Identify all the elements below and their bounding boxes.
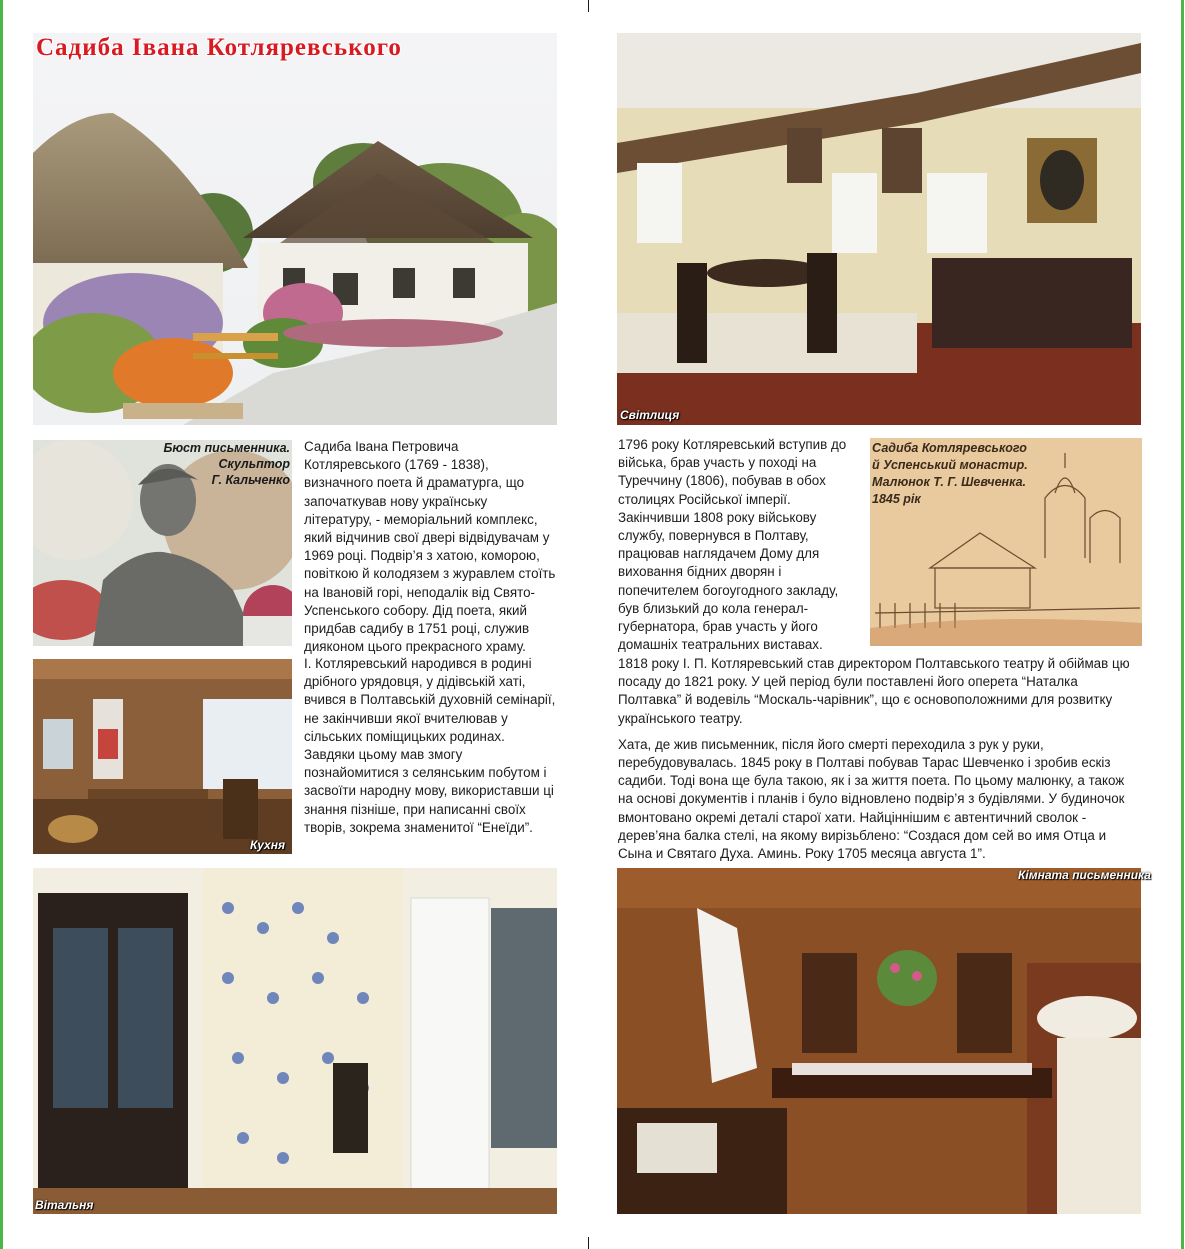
text-army: 1796 року Котляревський вступив до війська, брав участь у поході на Туреччину (1806), побував в обох столицях Російської імперії. Закінчивши 1808 року військову службу, повернувся в Полтаву, працював наглядачем Дому для виховання бідних дворян і попечителем богоугодного закладу, був близький до кола генерал-губернатора, брав участь у його домашніх театральних виставах. bbox=[618, 437, 847, 653]
caption-kitchen: Кухня bbox=[250, 838, 286, 852]
text-house: Хата, де жив письменник, після його смерті переходила з рук у руки, перебудовувалась. 1845 року в Полтаві побував Тарас Шевченко і зробив ескіз садиби. Тоді вона ще була такою, як і за життя поета. По цьому малюнку, а також на основі документів і планів і було відновлено подвір’я з будівлями. У будиночок вмонтовано окремі деталі старої хати. Найціннішим є автентичний сволок - дерев’яна балка стелі, на якому вирізьблено: “Создася дом сей во имя Отца и Сына и Святаго Духа. Аминь. Року 1705 месяца августа 1”. bbox=[618, 736, 1125, 862]
photo-writer-room bbox=[617, 868, 1141, 1214]
crop-mark bbox=[588, 1237, 589, 1249]
text-theatre: 1818 року І. П. Котляревський став директором Полтавського театру й обіймав цю посаду до 1821 року. У цей період були поставлені його оперета “Наталка Полтавка” й водевіль “Москаль-чарівник”, що є основоположними для розвитку українського театру. bbox=[618, 656, 1130, 726]
crop-mark bbox=[588, 0, 589, 12]
caption-vitalnia: Вітальня bbox=[35, 1198, 94, 1212]
right-edge-line bbox=[1181, 0, 1184, 1249]
caption-svitlytsia: Світлиця bbox=[620, 408, 680, 422]
caption-sketch-line: й Успенський монастир. bbox=[872, 458, 1028, 472]
caption-sketch-line: Малюнок Т. Г. Шевченка. bbox=[872, 475, 1027, 489]
photo-kitchen bbox=[33, 659, 292, 854]
caption-bust-line: Г. Кальченко bbox=[211, 473, 290, 487]
left-edge-line bbox=[0, 0, 3, 1249]
caption-writer-room: Кімната письменника bbox=[1018, 868, 1151, 882]
photo-svitlytsia bbox=[617, 33, 1141, 425]
caption-bust-line: Скульптор bbox=[218, 457, 290, 471]
caption-bust-line: Бюст письменника. bbox=[163, 441, 290, 455]
caption-bust bbox=[140, 440, 290, 488]
page-title: Садиба Івана Котляревського bbox=[36, 34, 402, 61]
photo-vitalnia bbox=[33, 868, 557, 1214]
text-right-bottom bbox=[618, 655, 1140, 871]
caption-sketch-line: Садиба Котляревського bbox=[872, 441, 1027, 455]
caption-sketch bbox=[872, 440, 1028, 508]
text-intro: Садиба Івана Петровича Котляревського (1769 - 1838), визначного поета й драматурга, що започаткував нову українську літературу, - меморіальний комплекс, який відчинив свої двері відвідувачам у 1969 році. Подвір’я з хатою, коморою, повіткою й колодязем з журавлем стоїть на Івановій горі, неподалік від Свято-Успенського собору. Дід поета, який придбав садибу в 1751 році, служив дияконом цього прекрасного храму. bbox=[304, 439, 556, 655]
caption-sketch-line: 1845 рік bbox=[872, 492, 921, 506]
text-born: І. Котляревський народився в родині дрібного урядовця, у дідівській хаті, вчився в Полтавській духовній семінарії, не закінчивши якої вчителював у сільських поміщицьких родинах. Завдяки цьому мав змогу познайомитися з селянським побутом і засвоїти народну мову, використавши ці знання пізніше, при написанні своїх творів, зокрема знаменитої “Енеїди”. bbox=[304, 656, 556, 835]
hero-photo-estate bbox=[33, 33, 557, 425]
